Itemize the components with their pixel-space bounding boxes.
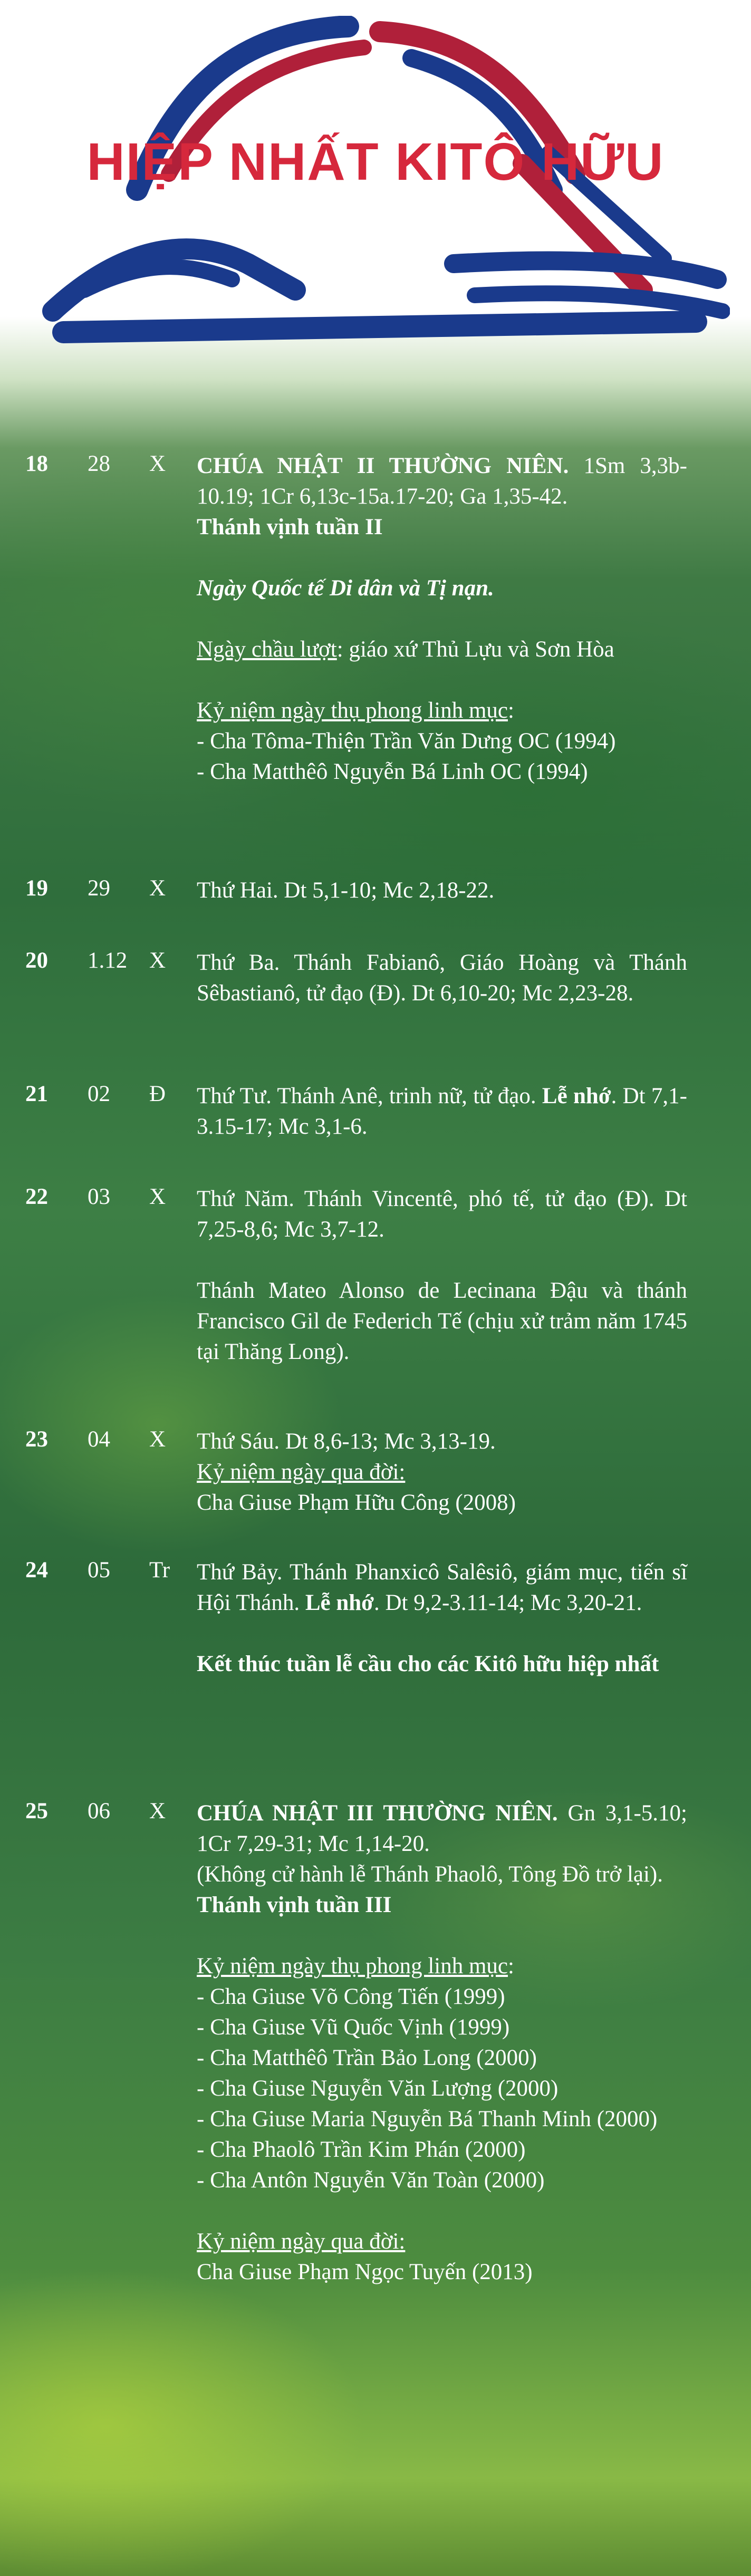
readings: Gn 3,1-5.10; 1Cr 7,29-31; Mc 1,14-20. (197, 1801, 688, 1856)
death-anniv-label: Kỷ niệm ngày qua đời: (197, 2229, 406, 2254)
day-number: 19 (25, 876, 48, 901)
liturgical-color: Đ (149, 1082, 166, 1106)
lunar-date: 06 (88, 1799, 110, 1824)
entry-text: Thứ Ba. Thánh Fabianô, Giáo Hoàng và Thánh Sêbastianô, tử đạo (Đ). Dt 6,10-20; Mc 2,23-28. (197, 950, 687, 1006)
liturgical-color: X (149, 451, 166, 476)
ordination-item: - Cha Matthêô Nguyễn Bá Linh OC (1994) (197, 759, 588, 784)
entry-text: Thứ Hai. Dt 5,1-10; Mc 2,18-22. (197, 878, 495, 903)
lunar-date: 28 (88, 451, 110, 476)
logo-title: HIỆP NHẤT KITÔ HỮU (86, 132, 665, 191)
feast-note: (Không cử hành lễ Thánh Phaolô, Tông Đồ trở lại). (197, 1862, 663, 1887)
lunar-date: 1.12 (88, 948, 128, 973)
day-number: 21 (25, 1082, 48, 1106)
entry-text: Thứ Sáu. Dt 8,6-13; Mc 3,13-19. Kỷ niệm ngày qua đời: Cha Giuse Phạm Hữu Công (2008) (197, 1426, 687, 1518)
death-anniv-item: Cha Giuse Phạm Ngọc Tuyến (2013) (197, 2260, 533, 2284)
lunar-date: 03 (88, 1184, 110, 1209)
lunar-date: 05 (88, 1558, 110, 1583)
day-number: 25 (25, 1799, 48, 1824)
psalter: Thánh vịnh tuần II (197, 515, 383, 539)
liturgical-color: X (149, 1184, 166, 1209)
ordination-item: - Cha Giuse Vũ Quốc Vịnh (1999) (197, 2015, 510, 2040)
lunar-date: 04 (88, 1427, 110, 1452)
memorial-label: Lễ nhớ (305, 1590, 374, 1615)
entry-text: Thứ Tư. Thánh Anê, trinh nữ, tử đạo. Lễ nhớ. Dt 7,1-3.15-17; Mc 3,1-6. (197, 1084, 687, 1139)
readings: 1Sm 3,3b-10.19; 1Cr 6,13c-15a.17-20; Ga 1,35-42. (197, 454, 688, 509)
liturgical-color: X (149, 1799, 166, 1824)
ordination-item: - Cha Antôn Nguyễn Văn Toàn (2000) (197, 2168, 545, 2193)
lunar-date: 02 (88, 1082, 110, 1106)
sunday-title: CHÚA NHẬT II THƯỜNG NIÊN. (197, 454, 569, 478)
day-number: 22 (25, 1184, 48, 1209)
week-closing: Kết thúc tuần lễ cầu cho các Kitô hữu hiệp nhất (197, 1652, 659, 1676)
event: Ngày Quốc tế Di dân và Tị nạn. (197, 576, 494, 601)
ordination-item: - Cha Phaolô Trần Kim Phán (2000) (197, 2137, 526, 2162)
liturgical-color: X (149, 1427, 166, 1452)
sunday-title: CHÚA NHẬT III THƯỜNG NIÊN. (197, 1801, 558, 1826)
day-number: 18 (25, 451, 48, 476)
psalter: Thánh vịnh tuần III (197, 1893, 392, 1917)
entry-text: CHÚA NHẬT III THƯỜNG NIÊN. Gn 3,1-5.10; 1Cr 7,29-31; Mc 1,14-20. (Không cử hành lễ Thánh Phaolô, Tông Đồ trở lại). Thánh vịnh tuần III Kỷ niệm ngày thụ phong linh mục: - Cha Giuse Võ Công Tiến (1999) - Cha Giuse Vũ Quốc Vịnh (1999) - Cha Matthêô Trần Bảo Long (2000) - Cha Giuse Nguyễn Văn Lượng (2000) - Cha Giuse Maria Nguyễn Bá Thanh Minh (2000) - Cha Phaolô Trần Kim Phán (2000) - Cha Antôn Nguyễn Văn Toàn (2000) Kỷ niệm ngày qua đời: Cha Giuse Phạm Ngọc Tuyến (2013) (197, 1798, 687, 2288)
adoration-label: Ngày chầu lượt (197, 637, 337, 662)
ordination-item: - Cha Giuse Nguyễn Văn Lượng (2000) (197, 2076, 559, 2101)
saints-note: Thánh Mateo Alonso de Lecinana Đậu và thánh Francisco Gil de Federich Tế (chịu xử trảm năm 1745 tại Thăng Long). (197, 1278, 687, 1364)
logo-base (63, 322, 696, 332)
adoration-text: : giáo xứ Thủ Lựu và Sơn Hòa (336, 637, 614, 662)
day-number: 20 (25, 948, 48, 973)
entry-text: Thứ Năm. Thánh Vincentê, phó tế, tử đạo (Đ). Dt 7,25-8,6; Mc 3,7-12. Thánh Mateo Alonso de Lecinana Đậu và thánh Francisco Gil de Federich Tế (chịu xử trảm năm 1745 tại Thăng Long). (197, 1184, 687, 1367)
logo-hand-right (454, 261, 717, 279)
ordination-label: Kỷ niệm ngày thụ phong linh mục (197, 698, 508, 723)
ordination-item: - Cha Tôma-Thiện Trần Văn Dưng OC (1994) (197, 729, 616, 754)
ordination-item: - Cha Matthêô Trần Bảo Long (2000) (197, 2046, 537, 2070)
day-number: 24 (25, 1558, 48, 1583)
day-number: 23 (25, 1427, 48, 1452)
liturgical-color: X (149, 876, 166, 901)
ordination-label: Kỷ niệm ngày thụ phong linh mục (197, 1954, 508, 1979)
memorial-label: Lễ nhớ (542, 1084, 611, 1108)
liturgical-color: X (149, 948, 166, 973)
ordination-item: - Cha Giuse Võ Công Tiến (1999) (197, 1984, 505, 2009)
liturgical-color: Tr (149, 1558, 170, 1583)
death-anniv-item: Cha Giuse Phạm Hữu Công (2008) (197, 1490, 516, 1515)
death-anniv-label: Kỷ niệm ngày qua đời: (197, 1460, 406, 1484)
entry-text: CHÚA NHẬT II THƯỜNG NIÊN. 1Sm 3,3b-10.19; 1Cr 6,13c-15a.17-20; Ga 1,35-42. Thánh vịnh tuần II Ngày Quốc tế Di dân và Tị nạn. Ngày chầu lượt: giáo xứ Thủ Lựu và Sơn Hòa Kỷ niệm ngày thụ phong linh mục: - Cha Tôma-Thiện Trần Văn Dưng OC (1994) - Cha Matthêô Nguyễn Bá Linh OC (1994) (197, 451, 687, 787)
entry-text: Thứ Bảy. Thánh Phanxicô Salêsiô, giám mục, tiến sĩ Hội Thánh. Lễ nhớ. Dt 9,2-3.11-14; Mc 3,20-21. Kết thúc tuần lễ cầu cho các Kitô hữu hiệp nhất (197, 1557, 687, 1680)
ordination-item: - Cha Giuse Maria Nguyễn Bá Thanh Minh (2000) (197, 2107, 658, 2131)
logo-hand-right2 (475, 293, 723, 311)
lunar-date: 29 (88, 876, 110, 901)
